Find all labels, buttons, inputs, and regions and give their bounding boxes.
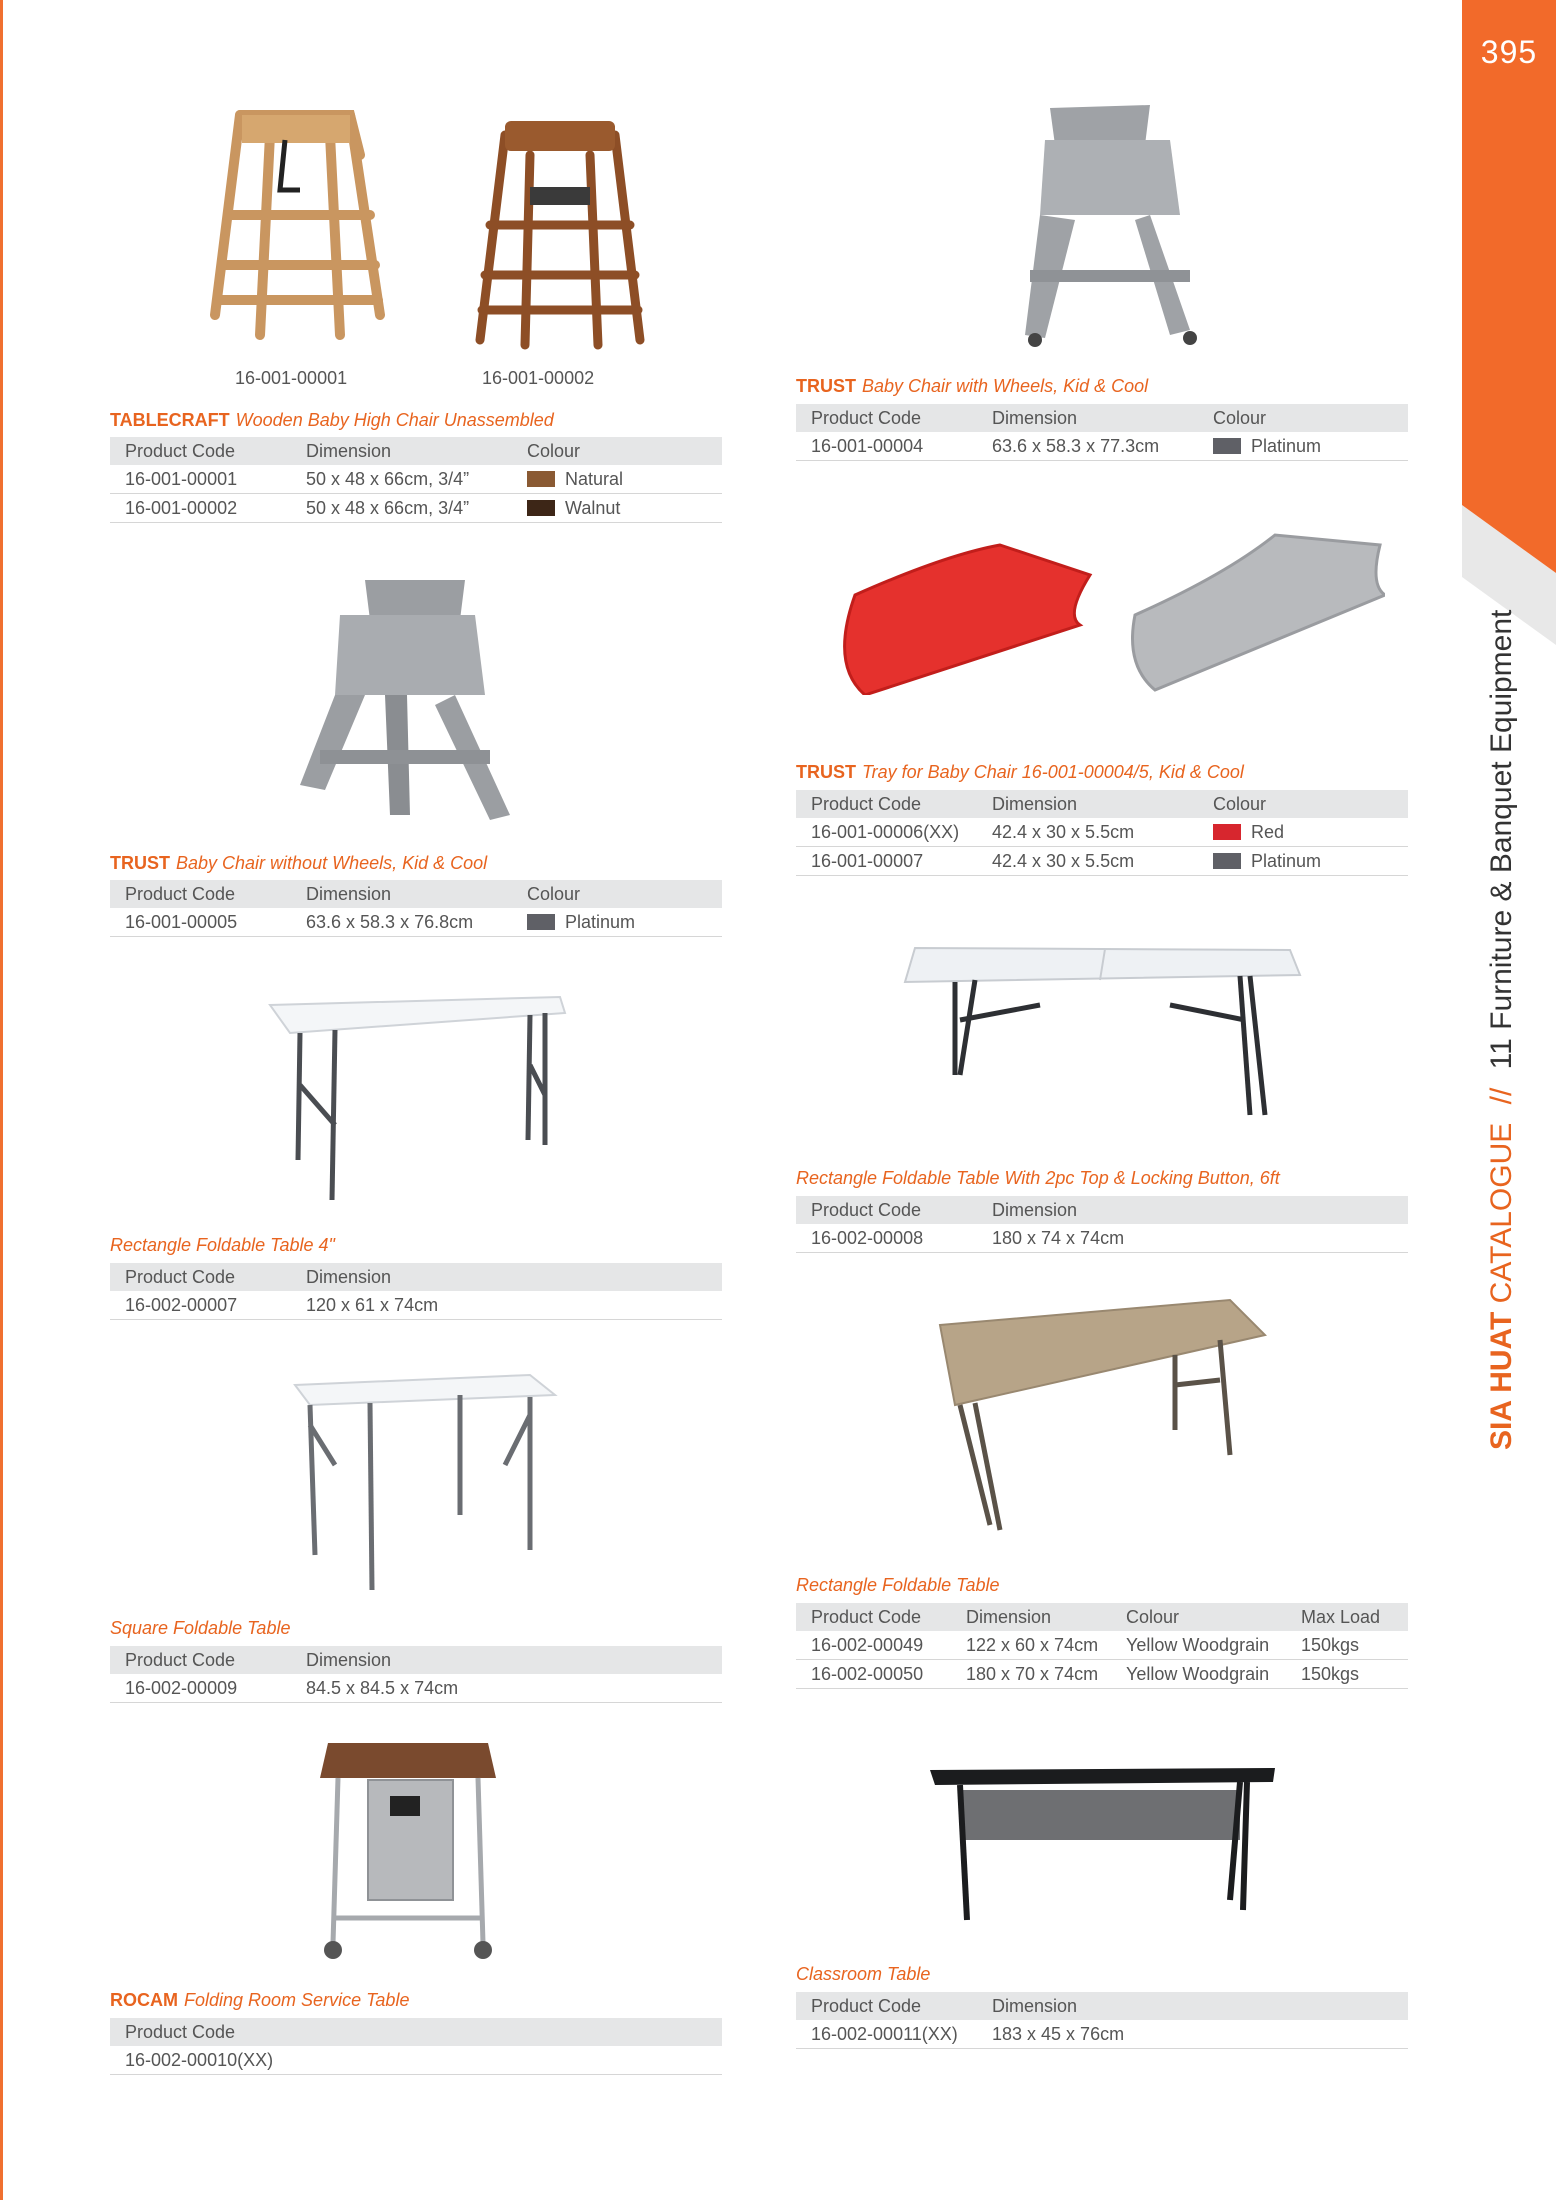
product-code: 16-002-00049 xyxy=(796,1631,951,1660)
colour-swatch xyxy=(1213,438,1241,454)
table-row xyxy=(796,1660,1408,1689)
rectangle-table-6ft-image xyxy=(900,940,1305,1120)
product-code: 16-001-00004 xyxy=(796,432,977,461)
dimension: 63.6 x 58.3 x 77.3cm xyxy=(977,432,1198,461)
col-header: Product Code xyxy=(796,1992,977,2020)
baby-chair-wheels-image xyxy=(1020,100,1205,350)
colour-swatch xyxy=(527,471,555,487)
product-code: 16-001-00005 xyxy=(110,908,291,937)
col-header: Dimension xyxy=(291,1263,722,1291)
rectangle-table-woodgrain-image xyxy=(930,1295,1270,1535)
col-header: Dimension xyxy=(291,437,512,465)
product-name: Wooden Baby High Chair Unassembled xyxy=(235,410,554,430)
table-header-row xyxy=(110,2018,722,2046)
product-brand: ROCAM xyxy=(110,1990,178,2010)
dimension: 180 x 74 x 74cm xyxy=(977,1224,1408,1253)
col-header: Colour xyxy=(1111,1603,1286,1631)
table-row xyxy=(110,2046,722,2075)
product-name: Folding Room Service Table xyxy=(184,1990,410,2010)
classroom-table-title xyxy=(796,1964,930,1985)
table-header-row xyxy=(796,1603,1408,1631)
product-name: Baby Chair with Wheels, Kid & Cool xyxy=(862,376,1149,396)
table-header-row xyxy=(110,880,722,908)
col-header: Dimension xyxy=(977,1196,1408,1224)
tablecraft-title xyxy=(110,410,554,431)
col-header: Product Code xyxy=(796,404,977,432)
table-row xyxy=(796,1631,1408,1660)
col-header: Dimension xyxy=(977,404,1198,432)
product-brand: TRUST xyxy=(796,376,856,396)
product-code: 16-002-00050 xyxy=(796,1660,951,1689)
product-brand: TRUST xyxy=(110,853,170,873)
product-code: 16-002-00009 xyxy=(110,1674,291,1703)
table-row xyxy=(110,1674,722,1703)
section-title xyxy=(1485,610,1519,1450)
dimension: 120 x 61 x 74cm xyxy=(291,1291,722,1320)
rocam-title xyxy=(110,1990,409,2011)
col-header: Colour xyxy=(1198,790,1408,818)
dimension: 42.4 x 30 x 5.5cm xyxy=(977,847,1198,876)
col-header: Product Code xyxy=(796,1196,977,1224)
colour-swatch xyxy=(1213,824,1241,840)
tablecraft-spec-table xyxy=(110,437,722,523)
square-table-spec-table xyxy=(110,1646,722,1703)
room-service-table-image xyxy=(318,1738,498,1963)
col-header: Product Code xyxy=(110,2018,722,2046)
high-chair-natural-code-label: 16-001-00001 xyxy=(235,368,348,388)
rect-table-woodgrain-title xyxy=(796,1575,999,1596)
product-name: Classroom Table xyxy=(796,1964,931,1984)
colour-cell xyxy=(512,908,722,937)
colour-swatch xyxy=(1213,853,1241,869)
trust-tray-title xyxy=(796,762,1244,783)
table-header-row xyxy=(110,1646,722,1674)
product-name: Rectangle Foldable Table With 2pc Top & Locking Button, 6ft xyxy=(796,1168,1280,1188)
title-separator: // xyxy=(1485,1087,1518,1105)
col-header: Product Code xyxy=(796,1603,951,1631)
col-header: Dimension xyxy=(951,1603,1111,1631)
rocam-spec-table xyxy=(110,2018,722,2075)
classroom-table-image xyxy=(925,1760,1280,1925)
rect-table-2pc-spec-table xyxy=(796,1196,1408,1253)
table-header-row xyxy=(796,1992,1408,2020)
page-number-tab xyxy=(1462,0,1556,505)
colour-swatch xyxy=(527,914,555,930)
trust-wheels-title xyxy=(796,376,1148,397)
table-row xyxy=(110,908,722,937)
table-header-row xyxy=(796,1196,1408,1224)
dimension: 42.4 x 30 x 5.5cm xyxy=(977,818,1198,847)
colour-name: Platinum xyxy=(1251,850,1322,871)
baby-chair-no-wheels-image xyxy=(295,575,520,825)
col-header: Product Code xyxy=(110,437,291,465)
square-table-image xyxy=(290,1365,560,1595)
product-code: 16-001-00006(XX) xyxy=(796,818,977,847)
colour-cell xyxy=(512,494,722,523)
table-header-row xyxy=(796,790,1408,818)
col-header: Colour xyxy=(1198,404,1408,432)
rect-table-2pc-title xyxy=(796,1168,1280,1189)
colour-name: Platinum xyxy=(1251,435,1322,456)
product-code: 16-002-00010(XX) xyxy=(110,2046,722,2075)
rect-table-4-spec-table xyxy=(110,1263,722,1320)
colour-cell xyxy=(1198,847,1408,876)
classroom-table-spec-table xyxy=(796,1992,1408,2049)
col-header: Dimension xyxy=(291,1646,722,1674)
product-code: 16-002-00007 xyxy=(110,1291,291,1320)
max-load: 150kgs xyxy=(1286,1631,1408,1660)
table-row xyxy=(110,1291,722,1320)
table-row xyxy=(110,494,722,523)
catalogue-label: CATALOGUE xyxy=(1485,1122,1518,1304)
product-code: 16-001-00002 xyxy=(110,494,291,523)
dimension: 84.5 x 84.5 x 74cm xyxy=(291,1674,722,1703)
product-name: Square Foldable Table xyxy=(110,1618,291,1638)
page-number: 395 xyxy=(1480,34,1538,70)
high-chair-walnut-code-label: 16-001-00002 xyxy=(482,368,595,388)
natural-high-chair-image xyxy=(200,95,400,355)
table-row xyxy=(796,432,1408,461)
trust-tray-spec-table xyxy=(796,790,1408,876)
rectangle-table-4-image xyxy=(260,985,570,1205)
table-header-row xyxy=(796,404,1408,432)
table-header-row xyxy=(110,437,722,465)
product-brand: TRUST xyxy=(796,762,856,782)
rect-table-woodgrain-spec-table xyxy=(796,1603,1408,1689)
table-row xyxy=(796,847,1408,876)
colour-name: Yellow Woodgrain xyxy=(1111,1660,1286,1689)
col-header: Colour xyxy=(512,880,722,908)
section-number: 11 xyxy=(1485,1038,1518,1070)
col-header: Max Load xyxy=(1286,1603,1408,1631)
colour-name: Natural xyxy=(565,468,624,489)
section-name: Furniture & Banquet Equipment xyxy=(1485,609,1518,1030)
product-name: Baby Chair without Wheels, Kid & Cool xyxy=(176,853,488,873)
left-accent-rule xyxy=(0,0,3,2200)
col-header: Dimension xyxy=(977,1992,1408,2020)
col-header: Product Code xyxy=(110,880,291,908)
product-name: Rectangle Foldable Table 4" xyxy=(110,1235,335,1255)
baby-chair-trays-image xyxy=(825,515,1385,695)
colour-cell xyxy=(1198,818,1408,847)
product-brand: TABLECRAFT xyxy=(110,410,230,430)
trust-no-wheels-spec-table xyxy=(110,880,722,937)
colour-swatch xyxy=(527,500,555,516)
rect-table-4-title xyxy=(110,1235,335,1256)
colour-name: Red xyxy=(1251,821,1285,842)
table-header-row xyxy=(110,1263,722,1291)
dimension: 180 x 70 x 74cm xyxy=(951,1660,1111,1689)
colour-name: Platinum xyxy=(565,911,636,932)
product-name: Rectangle Foldable Table xyxy=(796,1575,1000,1595)
colour-cell xyxy=(1198,432,1408,461)
table-row xyxy=(796,2020,1408,2049)
col-header: Colour xyxy=(512,437,722,465)
product-code: 16-002-00011(XX) xyxy=(796,2020,977,2049)
col-header: Product Code xyxy=(110,1646,291,1674)
product-code: 16-002-00008 xyxy=(796,1224,977,1253)
colour-cell xyxy=(512,465,722,494)
col-header: Dimension xyxy=(977,790,1198,818)
colour-name: Yellow Woodgrain xyxy=(1111,1631,1286,1660)
table-row xyxy=(796,1224,1408,1253)
dimension: 50 x 48 x 66cm, 3/4” xyxy=(291,494,512,523)
dimension: 183 x 45 x 76cm xyxy=(977,2020,1408,2049)
catalogue-brand: SIA HUAT xyxy=(1485,1311,1518,1450)
col-header: Product Code xyxy=(796,790,977,818)
trust-no-wheels-title xyxy=(110,853,487,874)
max-load: 150kgs xyxy=(1286,1660,1408,1689)
dimension: 50 x 48 x 66cm, 3/4” xyxy=(291,465,512,494)
square-table-title xyxy=(110,1618,290,1639)
colour-name: Walnut xyxy=(565,497,621,518)
dimension: 63.6 x 58.3 x 76.8cm xyxy=(291,908,512,937)
trust-wheels-spec-table xyxy=(796,404,1408,461)
table-row xyxy=(796,818,1408,847)
walnut-high-chair-image xyxy=(470,115,650,355)
col-header: Dimension xyxy=(291,880,512,908)
table-row xyxy=(110,465,722,494)
product-name: Tray for Baby Chair 16-001-00004/5, Kid & Cool xyxy=(862,762,1244,782)
col-header: Product Code xyxy=(110,1263,291,1291)
dimension: 122 x 60 x 74cm xyxy=(951,1631,1111,1660)
product-code: 16-001-00007 xyxy=(796,847,977,876)
product-code: 16-001-00001 xyxy=(110,465,291,494)
